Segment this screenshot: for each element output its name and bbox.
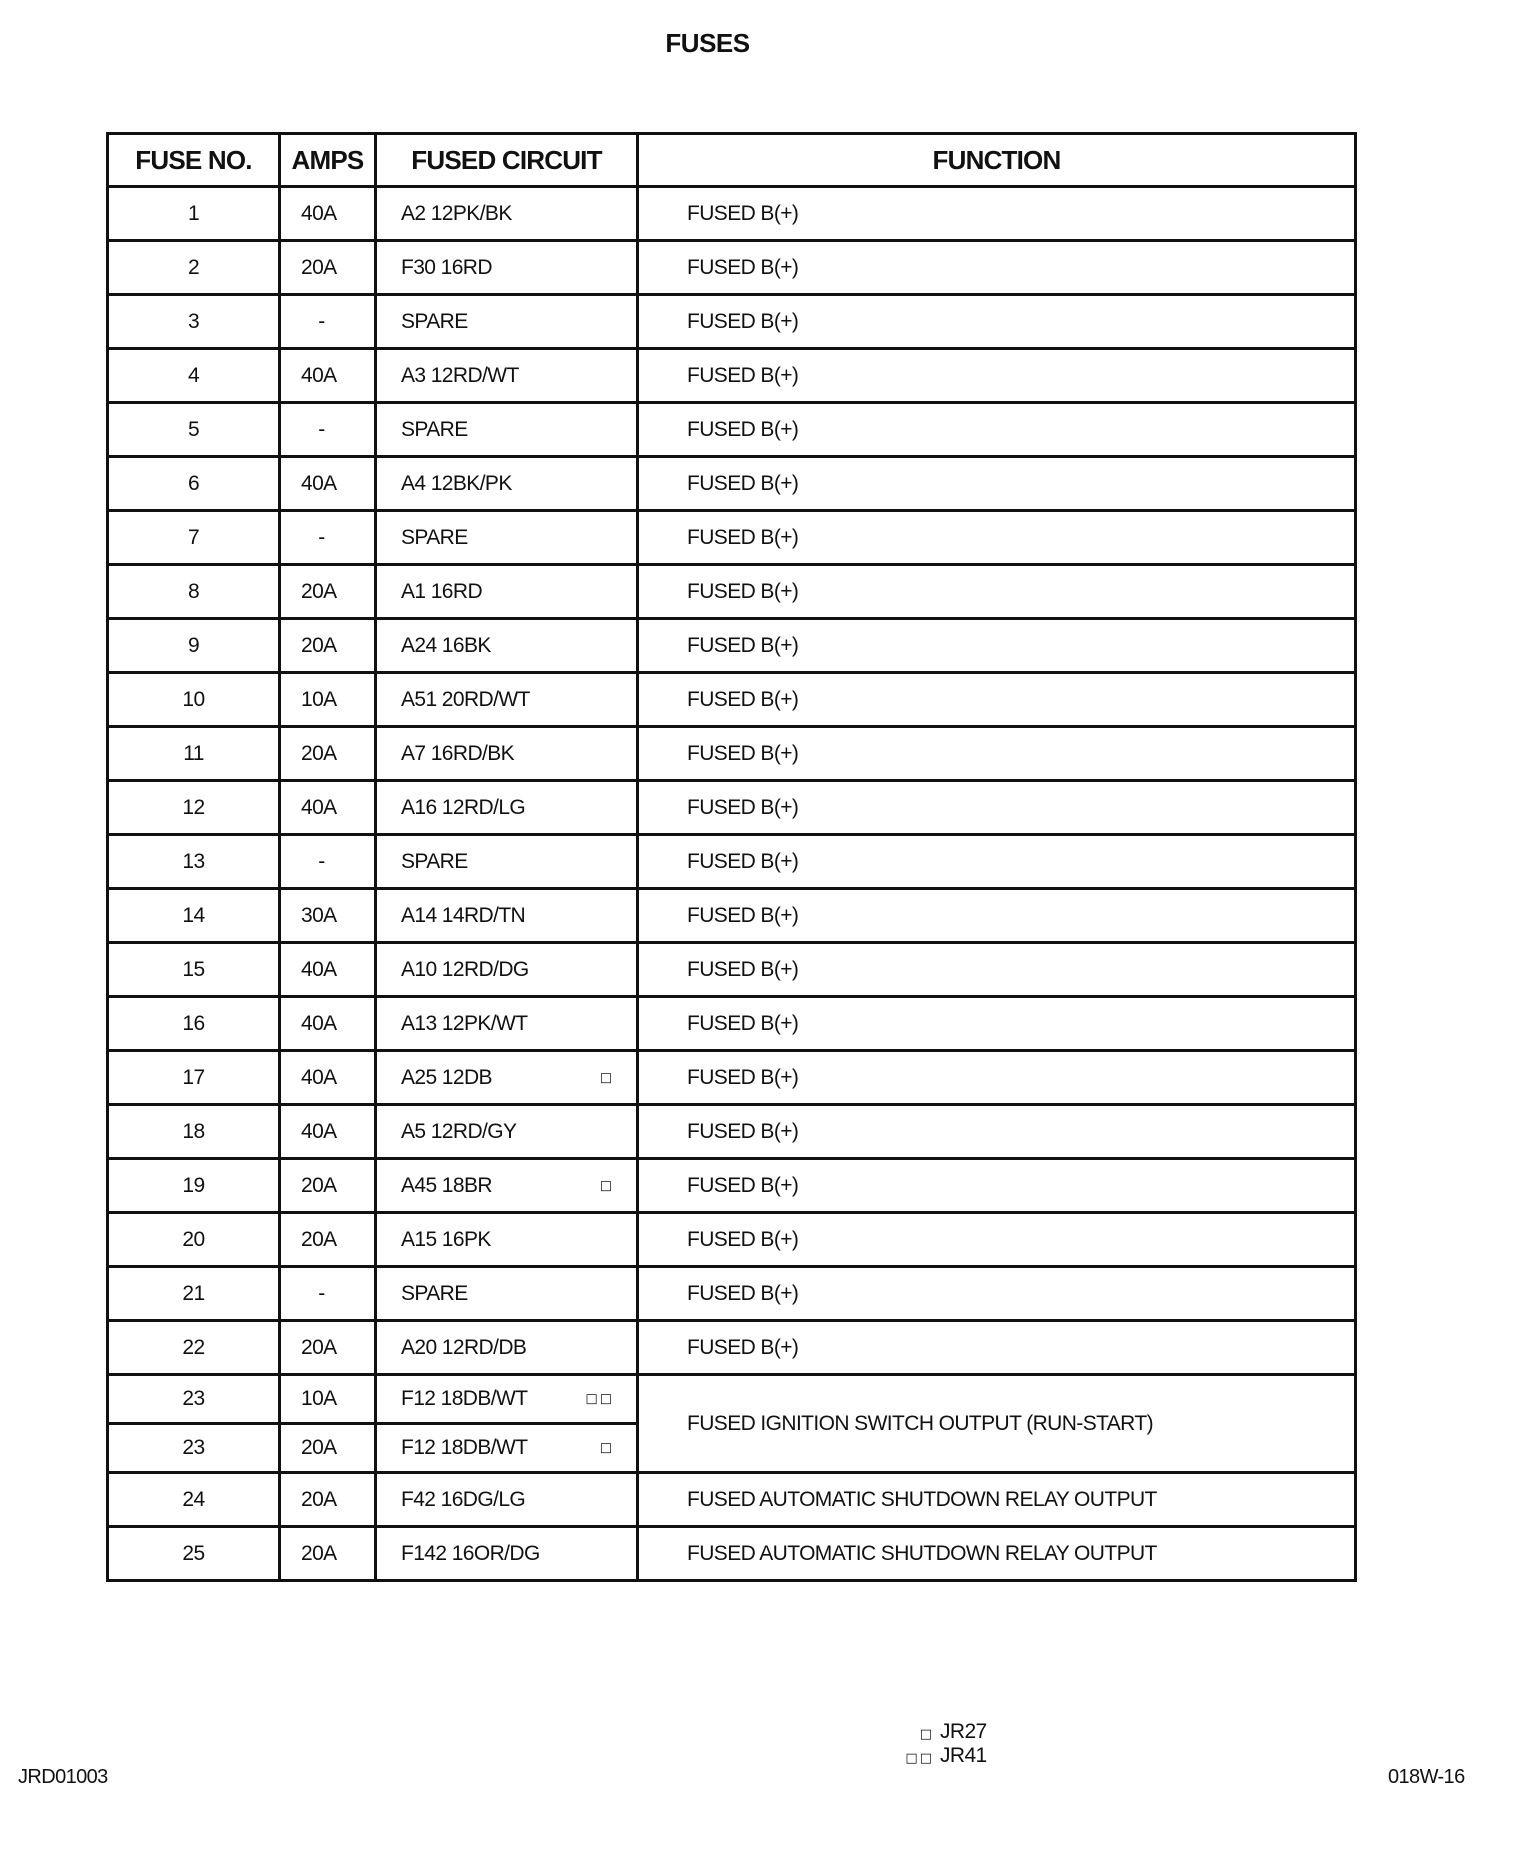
fused-circuit-text: A15 16PK [401, 1227, 491, 1251]
fused-circuit-cell [376, 1473, 638, 1527]
fused-circuit-cell [376, 403, 638, 457]
fused-circuit-text: A5 12RD/GY [401, 1119, 517, 1143]
table-row [108, 1321, 1356, 1375]
fused-circuit-cell [376, 457, 638, 511]
fuse-no-cell: 13 [108, 835, 280, 889]
legend-label: JR41 [940, 1744, 987, 1767]
fused-circuit-cell [376, 1213, 638, 1267]
fused-circuit-text: A24 16BK [401, 633, 491, 657]
fused-circuit-text: F42 16DG/LG [401, 1487, 526, 1511]
amps-cell: - [280, 295, 376, 349]
table-row [108, 1213, 1356, 1267]
amps-cell: 40A [280, 1105, 376, 1159]
connector-note-icon: □ [599, 1070, 614, 1085]
fused-circuit-text: SPARE [401, 525, 468, 549]
amps-cell: 10A [280, 673, 376, 727]
function-cell: FUSED B(+) [638, 349, 1356, 403]
amps-cell: - [280, 835, 376, 889]
fused-circuit-cell [376, 619, 638, 673]
fused-circuit-text: A45 18BR [401, 1173, 492, 1197]
function-cell: FUSED IGNITION SWITCH OUTPUT (RUN-START) [638, 1375, 1356, 1473]
table-row [108, 295, 1356, 349]
amps-cell: 40A [280, 187, 376, 241]
fused-circuit-text: A1 16RD [401, 579, 483, 603]
fused-circuit-cell [376, 1267, 638, 1321]
page-code: 018W-16 [1388, 1766, 1465, 1788]
fused-circuit-text: A16 12RD/LG [401, 795, 526, 819]
fuse-no-cell: 23 [108, 1375, 280, 1424]
table-row [108, 1267, 1356, 1321]
fused-circuit-cell [376, 835, 638, 889]
table-row [108, 1159, 1356, 1213]
function-cell: FUSED B(+) [638, 889, 1356, 943]
amps-cell: 20A [280, 1321, 376, 1375]
fuse-no-cell: 8 [108, 565, 280, 619]
function-cell: FUSED B(+) [638, 781, 1356, 835]
connector-note-icon: □ [599, 1178, 614, 1193]
fused-circuit-cell [376, 1527, 638, 1581]
fused-circuit-cell [376, 781, 638, 835]
function-cell: FUSED B(+) [638, 1267, 1356, 1321]
function-cell: FUSED B(+) [638, 673, 1356, 727]
amps-cell: - [280, 403, 376, 457]
fused-circuit-cell [376, 943, 638, 997]
function-cell: FUSED B(+) [638, 997, 1356, 1051]
table-row [108, 511, 1356, 565]
amps-cell: 40A [280, 1051, 376, 1105]
fused-circuit-cell [376, 1321, 638, 1375]
amps-cell: 40A [280, 457, 376, 511]
legend-label: JR27 [940, 1720, 987, 1743]
amps-cell: 20A [280, 241, 376, 295]
fuse-no-cell: 16 [108, 997, 280, 1051]
fused-circuit-cell [376, 241, 638, 295]
fused-circuit-text: A2 12PK/BK [401, 201, 512, 225]
fuse-no-cell: 9 [108, 619, 280, 673]
function-cell: FUSED AUTOMATIC SHUTDOWN RELAY OUTPUT [638, 1527, 1356, 1581]
fused-circuit-cell [376, 565, 638, 619]
function-cell: FUSED B(+) [638, 187, 1356, 241]
table-row [108, 1105, 1356, 1159]
fused-circuit-cell [376, 997, 638, 1051]
fuse-no-cell: 6 [108, 457, 280, 511]
fused-circuit-cell [376, 727, 638, 781]
table-row [108, 1051, 1356, 1105]
function-cell: FUSED B(+) [638, 1213, 1356, 1267]
amps-cell: - [280, 511, 376, 565]
function-cell: FUSED B(+) [638, 943, 1356, 997]
amps-cell: 40A [280, 997, 376, 1051]
function-cell: FUSED B(+) [638, 1105, 1356, 1159]
header-function: FUNCTION [638, 134, 1356, 187]
table-row [108, 565, 1356, 619]
fuse-no-cell: 7 [108, 511, 280, 565]
fused-circuit-text: A10 12RD/DG [401, 957, 529, 981]
fused-circuit-cell [376, 187, 638, 241]
fuse-no-cell: 22 [108, 1321, 280, 1375]
fused-circuit-cell [376, 1375, 638, 1424]
fuse-no-cell: 21 [108, 1267, 280, 1321]
table-row [108, 619, 1356, 673]
fused-circuit-cell [376, 1051, 638, 1105]
fuse-no-cell: 20 [108, 1213, 280, 1267]
table-row [108, 349, 1356, 403]
fused-circuit-text: A51 20RD/WT [401, 687, 530, 711]
fused-circuit-cell [376, 1105, 638, 1159]
table-row [108, 187, 1356, 241]
amps-cell: 10A [280, 1375, 376, 1424]
fused-circuit-text: F30 16RD [401, 255, 492, 279]
fuse-no-cell: 10 [108, 673, 280, 727]
table-row [108, 1375, 1356, 1424]
function-cell: FUSED B(+) [638, 565, 1356, 619]
amps-cell: 20A [280, 1473, 376, 1527]
fuse-table-body [108, 187, 1356, 1581]
fused-circuit-cell [376, 295, 638, 349]
fuse-no-cell: 17 [108, 1051, 280, 1105]
amps-cell: - [280, 1267, 376, 1321]
amps-cell: 40A [280, 349, 376, 403]
function-cell: FUSED B(+) [638, 619, 1356, 673]
amps-cell: 40A [280, 781, 376, 835]
legend-item-jr41 [898, 1744, 1018, 1768]
fused-circuit-text: A25 12DB [401, 1065, 492, 1089]
amps-cell: 20A [280, 565, 376, 619]
fused-circuit-cell [376, 1159, 638, 1213]
fused-circuit-cell [376, 349, 638, 403]
fused-circuit-cell [376, 673, 638, 727]
fuse-no-cell: 18 [108, 1105, 280, 1159]
table-row [108, 781, 1356, 835]
document-id: JRD01003 [18, 1766, 108, 1788]
fused-circuit-text: F12 18DB/WT [401, 1387, 528, 1410]
table-row [108, 889, 1356, 943]
fused-circuit-text: A20 12RD/DB [401, 1335, 527, 1359]
table-row [108, 1473, 1356, 1527]
fuse-no-cell: 14 [108, 889, 280, 943]
table-row [108, 943, 1356, 997]
fused-circuit-text: F12 18DB/WT [401, 1436, 528, 1459]
table-row [108, 673, 1356, 727]
function-cell: FUSED B(+) [638, 835, 1356, 889]
amps-cell: 30A [280, 889, 376, 943]
header-amps: AMPS [280, 134, 376, 187]
table-row [108, 835, 1356, 889]
table-row [108, 457, 1356, 511]
fuse-table [106, 132, 1357, 1582]
function-cell: FUSED B(+) [638, 295, 1356, 349]
amps-cell: 20A [280, 1213, 376, 1267]
fused-circuit-cell [376, 511, 638, 565]
fused-circuit-text: SPARE [401, 309, 468, 333]
function-cell: FUSED B(+) [638, 457, 1356, 511]
fused-circuit-text: A3 12RD/WT [401, 363, 519, 387]
amps-cell: 20A [280, 619, 376, 673]
fused-circuit-text: SPARE [401, 1281, 468, 1305]
function-cell: FUSED B(+) [638, 1051, 1356, 1105]
fused-circuit-text: A13 12PK/WT [401, 1011, 528, 1035]
fuse-no-cell: 4 [108, 349, 280, 403]
table-row [108, 1527, 1356, 1581]
fuse-no-cell: 15 [108, 943, 280, 997]
table-row [108, 727, 1356, 781]
legend-symbol: □ [919, 1727, 934, 1742]
function-cell: FUSED B(+) [638, 1159, 1356, 1213]
table-row [108, 241, 1356, 295]
fuse-no-cell: 24 [108, 1473, 280, 1527]
header-fused-circuit: FUSED CIRCUIT [376, 134, 638, 187]
connector-note-icon: □ [599, 1440, 614, 1456]
fused-circuit-cell [376, 1424, 638, 1473]
table-row [108, 997, 1356, 1051]
function-cell: FUSED B(+) [638, 241, 1356, 295]
page-title: FUSES [665, 28, 750, 58]
function-cell: FUSED B(+) [638, 1321, 1356, 1375]
header-fuse-no: FUSE NO. [108, 134, 280, 187]
legend-item-jr27 [898, 1720, 1018, 1744]
amps-cell: 20A [280, 1424, 376, 1473]
connector-note-icon: □□ [585, 1391, 614, 1407]
legend-symbol: □□ [905, 1751, 934, 1766]
fused-circuit-text: A7 16RD/BK [401, 741, 515, 765]
amps-cell: 20A [280, 1159, 376, 1213]
fused-circuit-text: SPARE [401, 417, 468, 441]
amps-cell: 40A [280, 943, 376, 997]
fuse-no-cell: 5 [108, 403, 280, 457]
fused-circuit-cell [376, 889, 638, 943]
function-cell: FUSED B(+) [638, 511, 1356, 565]
amps-cell: 20A [280, 727, 376, 781]
fuse-no-cell: 23 [108, 1424, 280, 1473]
function-cell: FUSED B(+) [638, 403, 1356, 457]
fuse-no-cell: 11 [108, 727, 280, 781]
fused-circuit-text: A14 14RD/TN [401, 903, 526, 927]
fuse-no-cell: 2 [108, 241, 280, 295]
fuse-no-cell: 3 [108, 295, 280, 349]
fuse-no-cell: 1 [108, 187, 280, 241]
fused-circuit-text: A4 12BK/PK [401, 471, 512, 495]
amps-cell: 20A [280, 1527, 376, 1581]
table-row [108, 403, 1356, 457]
fused-circuit-text: F142 16OR/DG [401, 1541, 540, 1565]
fuse-no-cell: 25 [108, 1527, 280, 1581]
table-header-row [108, 134, 1356, 187]
function-cell: FUSED AUTOMATIC SHUTDOWN RELAY OUTPUT [638, 1473, 1356, 1527]
fused-circuit-text: SPARE [401, 849, 468, 873]
function-cell: FUSED B(+) [638, 727, 1356, 781]
fuse-no-cell: 19 [108, 1159, 280, 1213]
fuse-no-cell: 12 [108, 781, 280, 835]
